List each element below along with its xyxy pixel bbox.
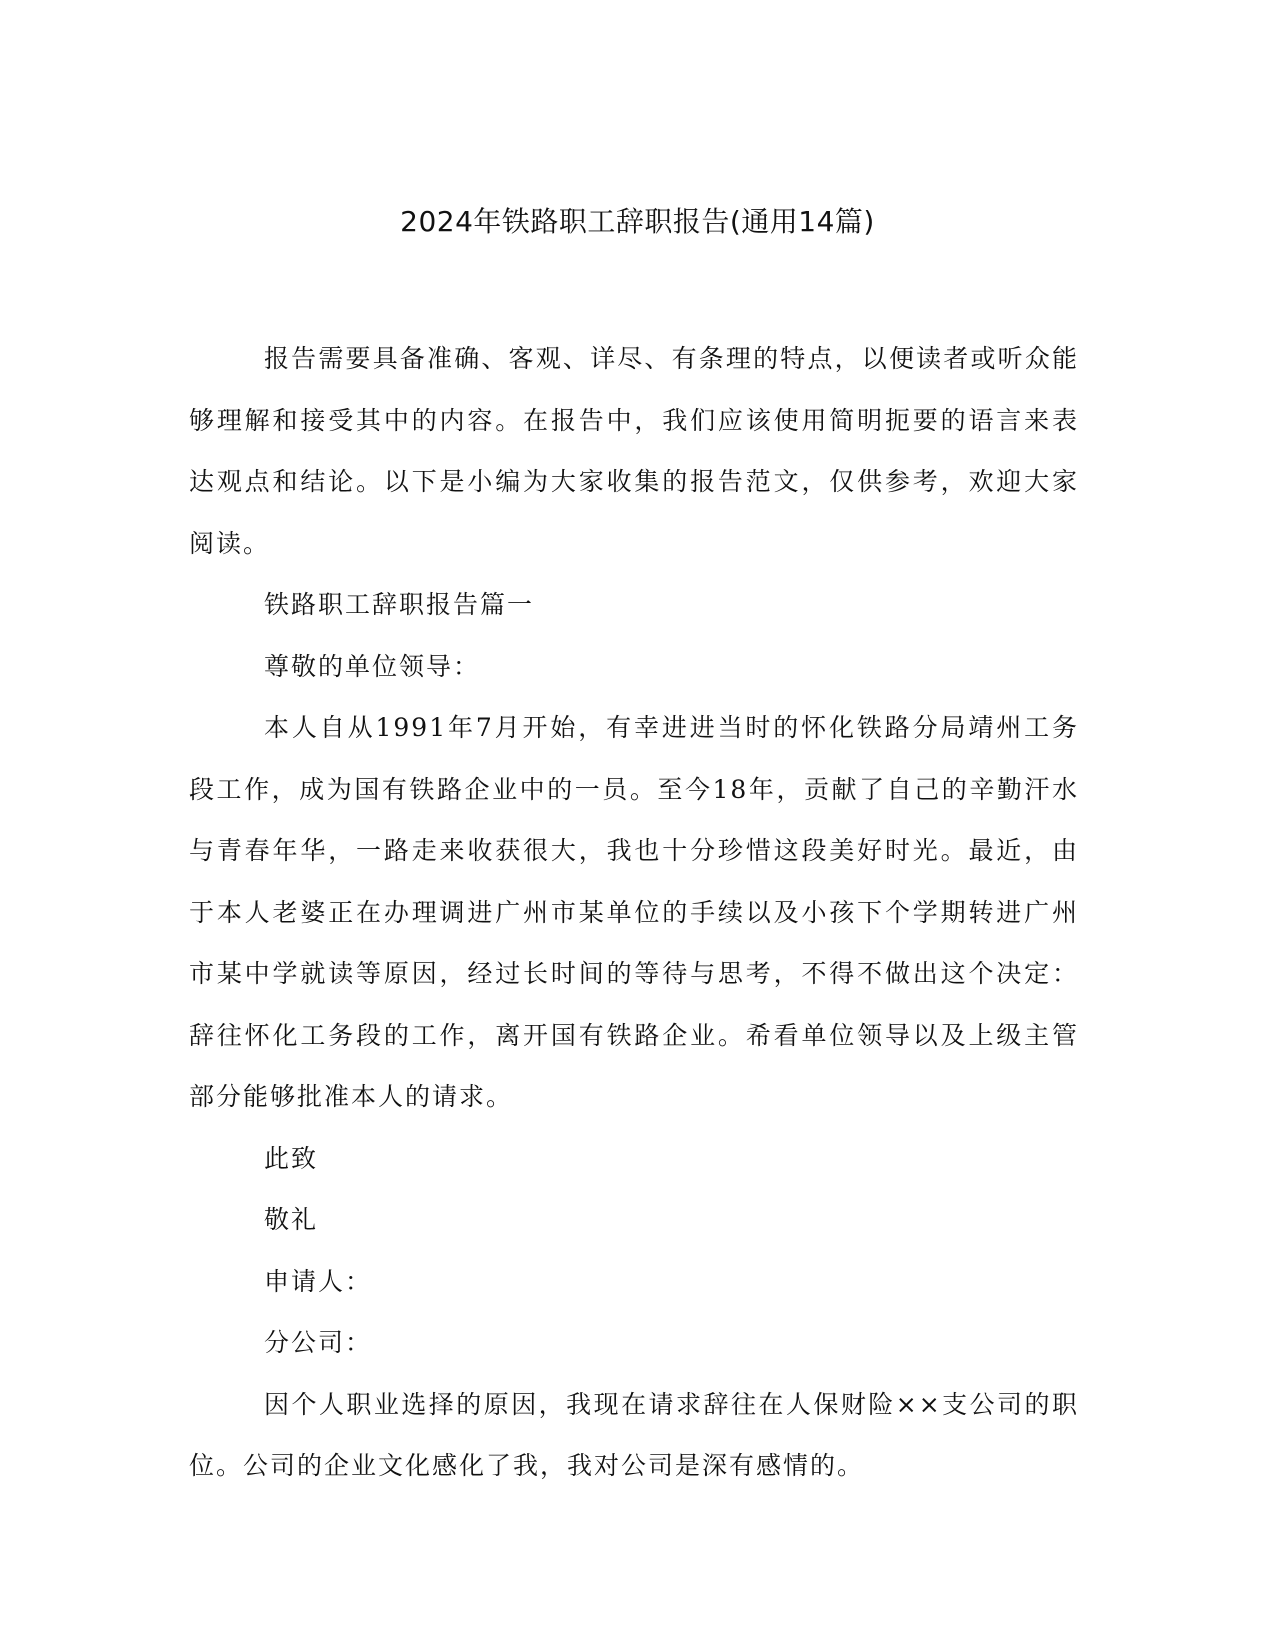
salutation: 尊敬的单位领导：	[264, 651, 481, 681]
letter-body-paragraph: 本人自从1991年7月开始，有幸进进当时的怀化铁路分局靖州工务段工作，成为国有铁路企业中的一员。至今18年，贡献了自己的辛勤汗水与青春年华，一路走来收获很大，我也十分珍惜这段美好时光。最近，由于本人老婆正在办理调进广州市某单位的手续以及小孩下个学期转进广州市某中学就读等原因，经过长时间的等待与思考，不得不做出这个决定：辞往怀化工务段的工作，离开国有铁路企业。希看单位领导以及上级主管部分能够批准本人的请求。	[189, 713, 1079, 1111]
intro-paragraph: 报告需要具备准确、客观、详尽、有条理的特点，以便读者或听众能够理解和接受其中的内容。在报告中，我们应该使用简明扼要的语言来表达观点和结论。以下是小编为大家收集的报告范文，仅供参考，欢迎大家阅读。	[189, 344, 1079, 558]
document-title: 2024年铁路职工辞职报告(通用14篇)	[400, 205, 875, 238]
applicant-line: 申请人：	[264, 1266, 373, 1296]
second-letter-paragraph: 因个人职业选择的原因，我现在请求辞往在人保财险××支公司的职位。公司的企业文化感化了我，我对公司是深有感情的。	[189, 1389, 1079, 1480]
document-body	[189, 328, 1079, 1497]
section-heading: 铁路职工辞职报告篇一	[264, 590, 535, 619]
closing-phrase: 此致	[264, 1143, 319, 1173]
closing-regards: 敬礼	[264, 1205, 319, 1234]
branch-line: 分公司：	[264, 1328, 373, 1357]
